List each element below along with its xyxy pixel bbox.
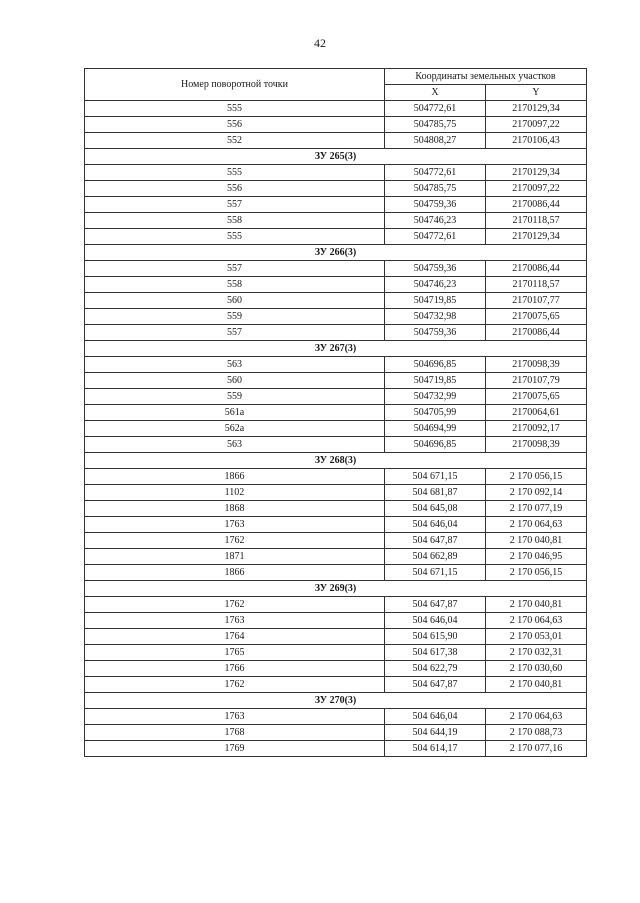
plot-title: ЗУ 268(3) xyxy=(85,453,587,469)
x-coordinate-cell: 504694,99 xyxy=(385,421,486,437)
point-number-cell: 555 xyxy=(85,229,385,245)
plot-title: ЗУ 266(3) xyxy=(85,245,587,261)
table-row xyxy=(85,133,587,149)
table-row xyxy=(85,117,587,133)
point-number-cell: 552 xyxy=(85,133,385,149)
plot-title: ЗУ 270(3) xyxy=(85,693,587,709)
table-row xyxy=(85,437,587,453)
y-coordinate-cell: 2170118,57 xyxy=(486,277,587,293)
y-coordinate-cell: 2 170 053,01 xyxy=(486,629,587,645)
table-row xyxy=(85,197,587,213)
plot-group-row xyxy=(85,581,587,597)
point-number-cell: 1102 xyxy=(85,485,385,501)
x-coordinate-cell: 504785,75 xyxy=(385,181,486,197)
point-number-cell: 1866 xyxy=(85,565,385,581)
y-coordinate-cell: 2 170 064,63 xyxy=(486,613,587,629)
table-row xyxy=(85,629,587,645)
point-number-cell: 1762 xyxy=(85,533,385,549)
plot-title: ЗУ 269(3) xyxy=(85,581,587,597)
table-row xyxy=(85,325,587,341)
y-coordinate-cell: 2170097,22 xyxy=(486,117,587,133)
point-number-cell: 561а xyxy=(85,405,385,421)
y-coordinate-cell: 2 170 040,81 xyxy=(486,677,587,693)
y-coordinate-cell: 2170097,22 xyxy=(486,181,587,197)
x-coordinate-cell: 504696,85 xyxy=(385,357,486,373)
point-number-cell: 1868 xyxy=(85,501,385,517)
point-number-cell: 1769 xyxy=(85,741,385,757)
x-coordinate-cell: 504759,36 xyxy=(385,261,486,277)
point-number-cell: 1763 xyxy=(85,613,385,629)
x-coordinate-cell: 504785,75 xyxy=(385,117,486,133)
table-row xyxy=(85,293,587,309)
plot-group-row xyxy=(85,693,587,709)
y-coordinate-cell: 2 170 077,16 xyxy=(486,741,587,757)
point-number-cell: 1768 xyxy=(85,725,385,741)
x-coordinate-cell: 504 671,15 xyxy=(385,469,486,485)
point-number-cell: 560 xyxy=(85,373,385,389)
point-number-cell: 563 xyxy=(85,437,385,453)
y-coordinate-cell: 2 170 064,63 xyxy=(486,517,587,533)
point-number-cell: 1766 xyxy=(85,661,385,677)
y-coordinate-cell: 2 170 077,19 xyxy=(486,501,587,517)
table-row xyxy=(85,405,587,421)
table-row xyxy=(85,597,587,613)
point-number-cell: 1763 xyxy=(85,517,385,533)
x-coordinate-cell: 504 617,38 xyxy=(385,645,486,661)
x-coordinate-cell: 504 647,87 xyxy=(385,533,486,549)
y-coordinate-cell: 2170086,44 xyxy=(486,197,587,213)
y-coordinate-cell: 2170129,34 xyxy=(486,165,587,181)
x-coordinate-cell: 504732,99 xyxy=(385,389,486,405)
table-row xyxy=(85,565,587,581)
point-number-cell: 557 xyxy=(85,325,385,341)
y-coordinate-cell: 2 170 032,31 xyxy=(486,645,587,661)
y-coordinate-cell: 2170086,44 xyxy=(486,325,587,341)
point-number-cell: 1763 xyxy=(85,709,385,725)
point-number-header: Номер поворотной точки xyxy=(85,69,385,101)
x-coordinate-cell: 504 622,79 xyxy=(385,661,486,677)
x-coordinate-cell: 504772,61 xyxy=(385,229,486,245)
x-coordinate-cell: 504772,61 xyxy=(385,101,486,117)
y-coordinate-cell: 2170086,44 xyxy=(486,261,587,277)
table-row xyxy=(85,501,587,517)
table-row xyxy=(85,725,587,741)
x-coordinate-cell: 504 671,15 xyxy=(385,565,486,581)
table-row xyxy=(85,485,587,501)
x-coordinate-cell: 504759,36 xyxy=(385,197,486,213)
point-number-cell: 555 xyxy=(85,101,385,117)
y-coordinate-cell: 2 170 030,60 xyxy=(486,661,587,677)
point-number-cell: 559 xyxy=(85,389,385,405)
y-coordinate-cell: 2 170 056,15 xyxy=(486,565,587,581)
table-row xyxy=(85,661,587,677)
table-row xyxy=(85,181,587,197)
point-number-cell: 1762 xyxy=(85,677,385,693)
point-number-cell: 557 xyxy=(85,197,385,213)
point-number-cell: 1871 xyxy=(85,549,385,565)
coordinates-header: Координаты земельных участков xyxy=(385,69,587,85)
table-row xyxy=(85,613,587,629)
table-row xyxy=(85,213,587,229)
x-coordinate-cell: 504759,36 xyxy=(385,325,486,341)
table-row xyxy=(85,389,587,405)
point-number-cell: 556 xyxy=(85,181,385,197)
x-coordinate-cell: 504746,23 xyxy=(385,277,486,293)
x-coordinate-cell: 504705,99 xyxy=(385,405,486,421)
plot-title: ЗУ 267(3) xyxy=(85,341,587,357)
table-row xyxy=(85,421,587,437)
table-row xyxy=(85,533,587,549)
table-row xyxy=(85,709,587,725)
x-coordinate-cell: 504 646,04 xyxy=(385,613,486,629)
plot-group-row xyxy=(85,149,587,165)
point-number-cell: 559 xyxy=(85,309,385,325)
x-coordinate-cell: 504772,61 xyxy=(385,165,486,181)
x-coordinate-cell: 504 644,19 xyxy=(385,725,486,741)
y-header: Y xyxy=(486,85,587,101)
y-coordinate-cell: 2 170 092,14 xyxy=(486,485,587,501)
x-coordinate-cell: 504 614,17 xyxy=(385,741,486,757)
y-coordinate-cell: 2170107,77 xyxy=(486,293,587,309)
point-number-cell: 562а xyxy=(85,421,385,437)
plot-title: ЗУ 265(3) xyxy=(85,149,587,165)
x-coordinate-cell: 504719,85 xyxy=(385,293,486,309)
y-coordinate-cell: 2170129,34 xyxy=(486,101,587,117)
x-header: X xyxy=(385,85,486,101)
point-number-cell: 558 xyxy=(85,213,385,229)
coordinates-table xyxy=(84,68,587,757)
x-coordinate-cell: 504 647,87 xyxy=(385,597,486,613)
table-row xyxy=(85,517,587,533)
table-row xyxy=(85,645,587,661)
y-coordinate-cell: 2 170 056,15 xyxy=(486,469,587,485)
point-number-cell: 555 xyxy=(85,165,385,181)
y-coordinate-cell: 2170098,39 xyxy=(486,437,587,453)
table-row xyxy=(85,549,587,565)
point-number-cell: 556 xyxy=(85,117,385,133)
table-row xyxy=(85,373,587,389)
x-coordinate-cell: 504 615,90 xyxy=(385,629,486,645)
table-row xyxy=(85,277,587,293)
x-coordinate-cell: 504719,85 xyxy=(385,373,486,389)
x-coordinate-cell: 504 662,89 xyxy=(385,549,486,565)
x-coordinate-cell: 504 681,87 xyxy=(385,485,486,501)
y-coordinate-cell: 2170075,65 xyxy=(486,389,587,405)
table-row xyxy=(85,229,587,245)
point-number-cell: 1762 xyxy=(85,597,385,613)
y-coordinate-cell: 2170064,61 xyxy=(486,405,587,421)
x-coordinate-cell: 504732,98 xyxy=(385,309,486,325)
point-number-cell: 563 xyxy=(85,357,385,373)
point-number-cell: 1765 xyxy=(85,645,385,661)
point-number-cell: 558 xyxy=(85,277,385,293)
x-coordinate-cell: 504696,85 xyxy=(385,437,486,453)
x-coordinate-cell: 504 647,87 xyxy=(385,677,486,693)
y-coordinate-cell: 2170106,43 xyxy=(486,133,587,149)
plot-group-row xyxy=(85,245,587,261)
y-coordinate-cell: 2170092,17 xyxy=(486,421,587,437)
y-coordinate-cell: 2 170 040,81 xyxy=(486,597,587,613)
y-coordinate-cell: 2170098,39 xyxy=(486,357,587,373)
y-coordinate-cell: 2 170 046,95 xyxy=(486,549,587,565)
x-coordinate-cell: 504 645,08 xyxy=(385,501,486,517)
point-number-cell: 557 xyxy=(85,261,385,277)
y-coordinate-cell: 2 170 040,81 xyxy=(486,533,587,549)
point-number-cell: 1764 xyxy=(85,629,385,645)
x-coordinate-cell: 504 646,04 xyxy=(385,517,486,533)
point-number-cell: 560 xyxy=(85,293,385,309)
y-coordinate-cell: 2 170 064,63 xyxy=(486,709,587,725)
table-row xyxy=(85,101,587,117)
x-coordinate-cell: 504808,27 xyxy=(385,133,486,149)
table-row xyxy=(85,741,587,757)
table-row xyxy=(85,677,587,693)
table-row xyxy=(85,165,587,181)
x-coordinate-cell: 504746,23 xyxy=(385,213,486,229)
table-row xyxy=(85,309,587,325)
y-coordinate-cell: 2170107,79 xyxy=(486,373,587,389)
y-coordinate-cell: 2170075,65 xyxy=(486,309,587,325)
table-row xyxy=(85,357,587,373)
x-coordinate-cell: 504 646,04 xyxy=(385,709,486,725)
table-row xyxy=(85,469,587,485)
plot-group-row xyxy=(85,341,587,357)
y-coordinate-cell: 2 170 088,73 xyxy=(486,725,587,741)
y-coordinate-cell: 2170129,34 xyxy=(486,229,587,245)
table-body xyxy=(85,101,587,757)
table-row xyxy=(85,261,587,277)
y-coordinate-cell: 2170118,57 xyxy=(486,213,587,229)
plot-group-row xyxy=(85,453,587,469)
header-row xyxy=(85,69,587,85)
page-number: 42 xyxy=(314,36,326,50)
point-number-cell: 1866 xyxy=(85,469,385,485)
